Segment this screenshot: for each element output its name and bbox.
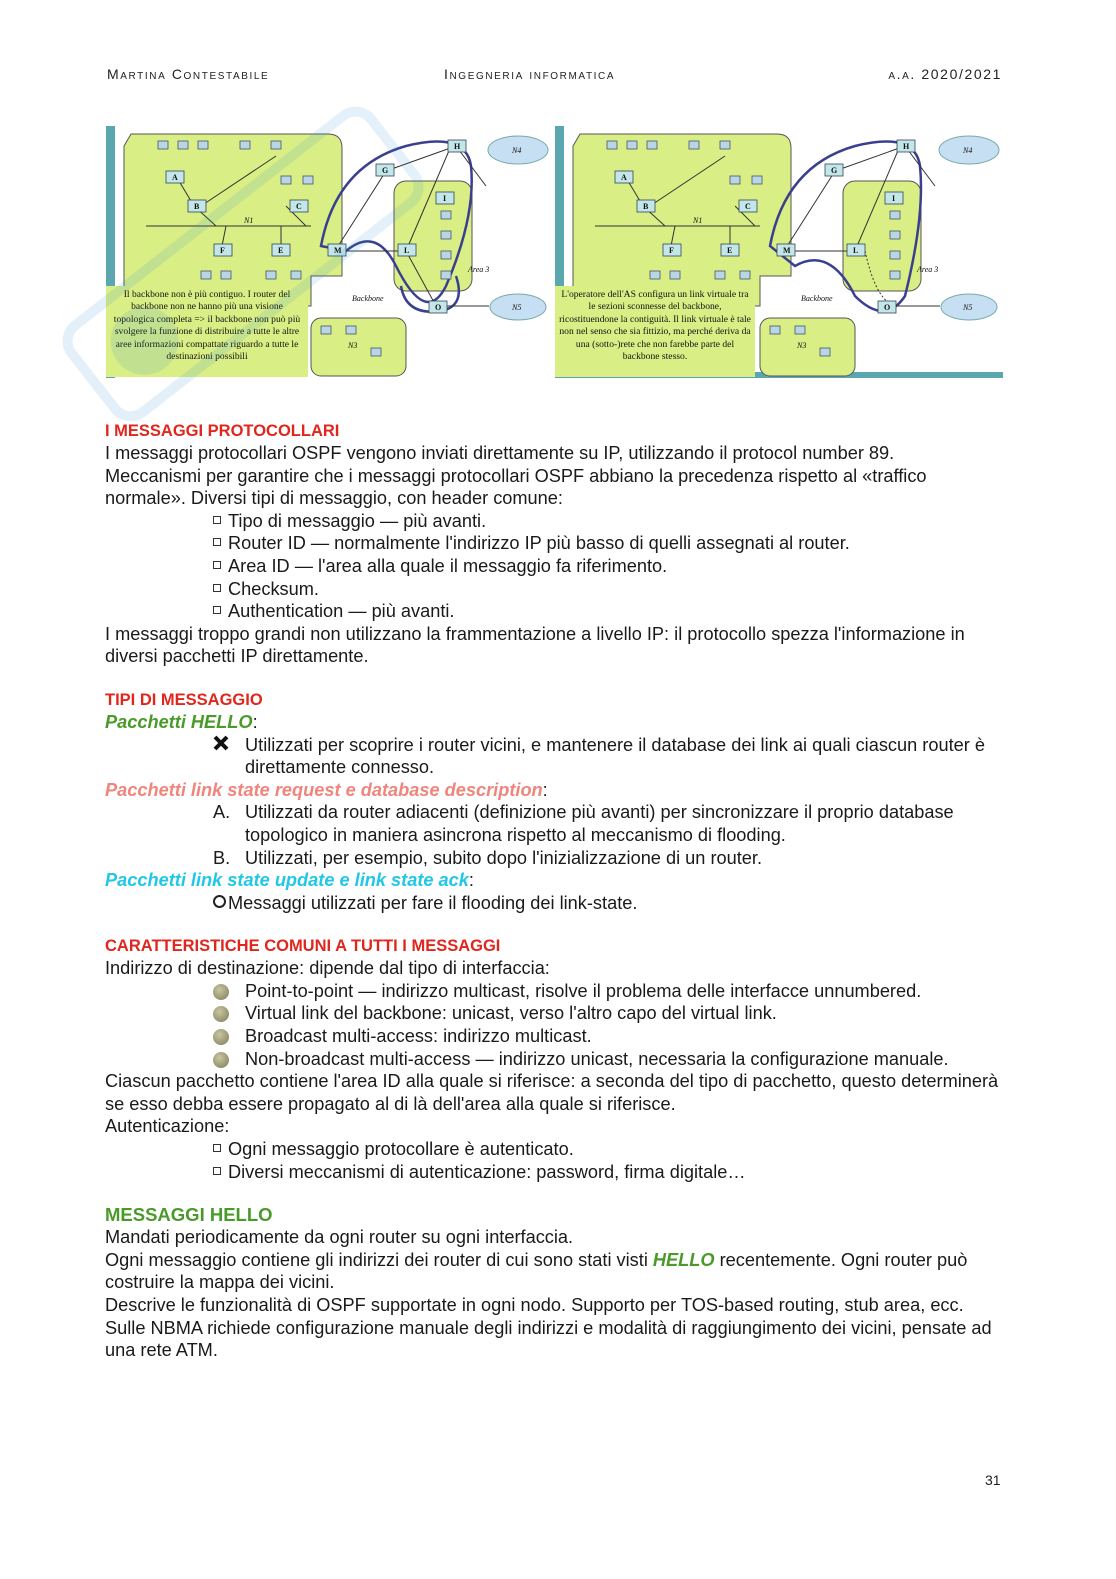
network-n5-label: N5	[963, 303, 973, 312]
list-item: B. Utilizzati, per esempio, subito dopo l'inizializzazione di un router.	[213, 847, 763, 868]
router-f-label: F	[220, 246, 225, 255]
list-item: Area ID — l'area alla quale il messaggio fa riferimento.	[105, 555, 1005, 578]
network-n1-label: N1	[244, 216, 254, 225]
list-item: Non-broadcast multi-access — indirizzo unicast, necessaria la configurazione manuale.	[105, 1048, 1005, 1071]
square-bullet-icon	[213, 1144, 221, 1152]
router-h-label: H	[454, 142, 461, 151]
lsu-packets-heading: Pacchetti link state update e link state ack:	[105, 870, 474, 891]
section-title-caratteristiche-comuni: CARATTERISTICHE COMUNI A TUTTI I MESSAGGI	[105, 937, 501, 956]
list-item: Ogni messaggio protocollare è autenticato.	[105, 1138, 1005, 1161]
router-b-label: B	[643, 202, 649, 211]
square-bullet-icon	[213, 584, 221, 592]
router-o-label: O	[884, 303, 891, 312]
circle-bullet-icon	[213, 895, 226, 908]
header-year: a.a. 2020/2021	[888, 66, 1002, 82]
paragraph: Ciascun pacchetto contiene l'area ID alla quale si riferisce: a seconda del tipo di pacchetto, questo determinerà se esso debba essere propagato al di là dell'area alla quale si riferisce.	[105, 1071, 999, 1114]
list-item: Virtual link del backbone: unicast, verso l'altro capo del virtual link.	[105, 1002, 1005, 1025]
list-item: Utilizzati per scoprire i router vicini, e mantenere il database dei link ai quali ciascun router è direttamente connesso.	[105, 734, 1005, 779]
section-title-messaggi-hello: MESSAGGI HELLO	[105, 1204, 273, 1226]
router-a-label: A	[621, 173, 627, 182]
list-item: Diversi meccanismi di autenticazione: password, firma digitale…	[105, 1161, 1005, 1184]
x-bullet-icon	[213, 734, 229, 757]
network-n1-label: N1	[693, 216, 703, 225]
list-item: Broadcast multi-access: indirizzo multicast.	[105, 1025, 1005, 1048]
area3-label: Area 3	[917, 265, 939, 274]
square-bullet-icon	[213, 1167, 221, 1175]
list-marker: B.	[213, 847, 231, 868]
header-fields-list	[105, 510, 1005, 623]
router-o-label: O	[435, 303, 442, 312]
square-bullet-icon	[213, 561, 221, 569]
paragraph: I messaggi troppo grandi non utilizzano la frammentazione a livello IP: il protocollo spezza l'informazione in diversi pacchetti IP direttamente.	[105, 623, 965, 667]
diagram-left	[106, 126, 552, 378]
network-n5-label: N5	[512, 303, 522, 312]
diagram-right	[555, 126, 1003, 378]
backbone-label: Backbone	[801, 294, 833, 303]
network-n3-label: N3	[348, 341, 358, 350]
header-course: Ingegneria informatica	[444, 66, 616, 82]
router-i-label: I	[443, 194, 447, 203]
network-n3-label: N3	[797, 341, 807, 350]
ospf-diagram-figure	[106, 126, 1003, 378]
page-number: 31	[985, 1472, 1001, 1488]
router-l-label: L	[404, 246, 410, 255]
router-h-label: H	[903, 142, 910, 151]
ball-bullet-icon	[213, 984, 229, 1000]
ball-bullet-icon	[213, 1029, 229, 1045]
caption-left: Il backbone non è più contiguo. I router del backbone non ne hanno più una visione topologica completa => il backbone non può più svolgere la funzione di distribuire a tutte le altre aree informazioni compattate riguardo a tutte le destinazioni possibili	[106, 286, 308, 377]
router-c-label: C	[745, 202, 751, 211]
network-n4-label: N4	[512, 146, 522, 155]
section-title-messaggi-protocollari: I MESSAGGI PROTOCOLLARI	[105, 422, 340, 440]
paragraph: I messaggi protocollari OSPF vengono inviati direttamente su IP, utilizzando il protocol number 89.	[105, 443, 895, 463]
paragraph: Sulle NBMA richiede configurazione manuale degli indirizzi e modalità di raggiungimento dei vicini, pensate ad una rete ATM.	[105, 1317, 992, 1361]
router-e-label: E	[727, 246, 733, 255]
router-m-label: M	[334, 246, 342, 255]
square-bullet-icon	[213, 606, 221, 614]
router-c-label: C	[296, 202, 302, 211]
router-g-label: G	[831, 166, 838, 175]
list-item: Checksum.	[105, 578, 1005, 601]
router-i-label: I	[892, 194, 896, 203]
ball-bullet-icon	[213, 1052, 229, 1068]
section-title-tipi-di-messaggio: TIPI DI MESSAGGIO	[105, 690, 263, 709]
router-m-label: M	[783, 246, 791, 255]
paragraph: Mandati periodicamente da ogni router su ogni interfaccia.	[105, 1227, 574, 1248]
list-item: Tipo di messaggio — più avanti.	[105, 510, 1005, 533]
list-item: Authentication — più avanti.	[105, 600, 1005, 623]
backbone-label: Backbone	[352, 294, 384, 303]
paragraph: Meccanismi per garantire che i messaggi protocollari OSPF abbiano la precedenza rispetto al «traffico normale». Diversi tipi di messaggio, con header comune:	[105, 465, 927, 509]
list-item: A. Utilizzati da router adiacenti (definizione più avanti) per sincronizzare il proprio database topologico in maniera asincrona rispetto al meccanismo di flooding.	[213, 802, 954, 845]
network-n4-label: N4	[963, 146, 973, 155]
list-marker: A.	[213, 802, 231, 823]
page-header	[107, 66, 1002, 86]
router-a-label: A	[172, 173, 178, 182]
list-item: Messaggi utilizzati per fare il flooding dei link-state.	[105, 892, 1005, 915]
page-body	[105, 420, 1005, 1362]
area3-label: Area 3	[468, 265, 490, 274]
square-bullet-icon	[213, 538, 221, 546]
router-g-label: G	[382, 166, 389, 175]
list-item: Point-to-point — indirizzo multicast, risolve il problema delle interfacce unnumbered.	[105, 980, 1005, 1003]
header-author: Martina Contestabile	[107, 66, 270, 82]
hello-packets-heading: Pacchetti HELLO:	[105, 711, 258, 732]
caption-right: L'operatore dell'AS configura un link virtuale tra le sezioni sconnesse del backbone, ricostituendone la contiguità. Il link virtuale è tale non nel senso che sia fittizio, ma perché deriva da una (sotto-)rete che non farebbe parte del backbone stesso.	[555, 286, 755, 377]
square-bullet-icon	[213, 516, 221, 524]
paragraph: Indirizzo di destinazione: dipende dal tipo di interfaccia:	[105, 958, 550, 979]
ball-bullet-icon	[213, 1006, 229, 1022]
router-f-label: F	[669, 246, 674, 255]
list-item: Router ID — normalmente l'indirizzo IP più basso di quelli assegnati al router.	[105, 532, 1005, 555]
paragraph: Descrive le funzionalità di OSPF supportate in ogni nodo. Supporto per TOS-based routing, stub area, ecc.	[105, 1295, 964, 1315]
paragraph: Autenticazione:	[105, 1116, 230, 1137]
router-l-label: L	[853, 246, 859, 255]
router-e-label: E	[278, 246, 284, 255]
paragraph: Ogni messaggio contiene gli indirizzi dei router di cui sono stati visti HELLO recentemente. Ogni router può costruire la mappa dei vicini.	[105, 1249, 968, 1293]
lsr-packets-heading: Pacchetti link state request e database description:	[105, 779, 548, 800]
router-b-label: B	[194, 202, 200, 211]
